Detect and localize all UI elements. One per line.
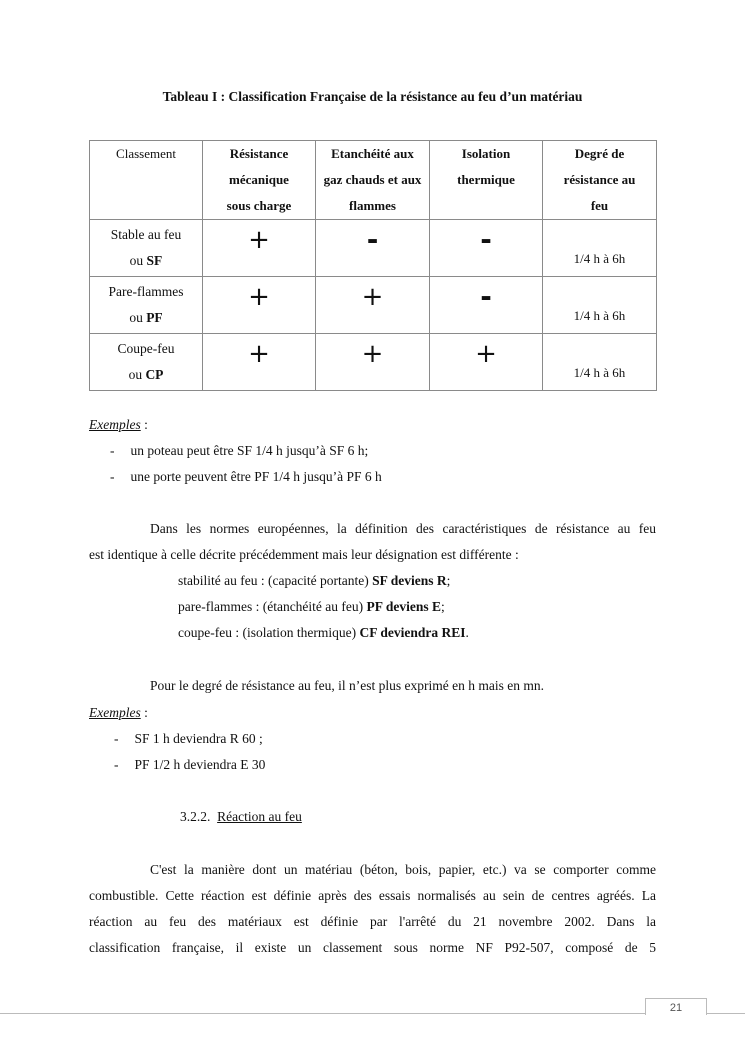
paragraph-line: C'est la manière dont un matériau (béton, bois, papier, etc.) va se comporter comme <box>150 862 656 877</box>
cell-degre: 1/4 h à 6h <box>543 220 657 277</box>
cell-etancheite: + <box>316 277 430 334</box>
table-header-row <box>90 141 657 220</box>
row-label: Pare-flammes ou PF <box>90 277 203 334</box>
cell-etancheite: + <box>316 334 430 391</box>
header-resistance: Résistance mécanique sous charge <box>203 141 316 220</box>
header-etancheite: Etanchéité aux gaz chauds et aux flammes <box>316 141 430 220</box>
row-label: Coupe-feu ou CP <box>90 334 203 391</box>
list-item: - SF 1 h deviendra R 60 ; <box>114 731 263 746</box>
cell-mecanique: + <box>203 220 316 277</box>
section-heading: 3.2.2. Réaction au feu <box>180 809 302 824</box>
list-item: pare-flammes : (étanchéité au feu) PF deviens E; <box>178 599 445 614</box>
cell-mecanique: + <box>203 277 316 334</box>
row-label: Stable au feu ou SF <box>90 220 203 277</box>
cell-isolation: + <box>430 334 543 391</box>
classification-table <box>89 140 657 391</box>
list-item: coupe-feu : (isolation thermique) CF deviendra REI. <box>178 625 469 640</box>
table-caption: Tableau I : Classification Française de la résistance au feu d’un matériau <box>162 89 583 104</box>
list-item: - PF 1/2 h deviendra E 30 <box>114 757 266 772</box>
cell-isolation: - <box>430 220 543 277</box>
table-row <box>90 277 657 334</box>
page-number: 21 <box>645 998 707 1015</box>
footer-rule <box>0 1013 745 1014</box>
table-row <box>90 220 657 277</box>
header-isolation: Isolation thermique <box>430 141 543 220</box>
paragraph-line: est identique à celle décrite précédemment mais leur désignation est différente : <box>89 547 519 562</box>
list-item: stabilité au feu : (capacité portante) SF deviens R; <box>178 573 451 588</box>
paragraph-line: Pour le degré de résistance au feu, il n’est plus exprimé en h mais en mn. <box>150 678 545 693</box>
paragraph-line: réaction au feu des matériaux est définie par l'arrêté du 21 novembre 2002. Dans la <box>89 914 656 929</box>
paragraph-line: classification française, il existe un classement sous norme NF P92-507, composé de 5 <box>89 940 656 955</box>
cell-mecanique: + <box>203 334 316 391</box>
header-classement: Classement <box>90 141 203 220</box>
paragraph-line: combustible. Cette réaction est définie après des essais normalisés au sein de centres agréés. La <box>89 888 656 903</box>
cell-isolation: - <box>430 277 543 334</box>
examples-heading: Exemples : <box>89 705 148 720</box>
header-degre: Degré de résistance au feu <box>543 141 657 220</box>
table-row <box>90 334 657 391</box>
list-item: - un poteau peut être SF 1/4 h jusqu’à SF 6 h; <box>110 443 369 458</box>
examples-heading: Exemples : <box>89 417 148 432</box>
list-item: - une porte peuvent être PF 1/4 h jusqu’à PF 6 h <box>110 469 382 484</box>
paragraph-line: Dans les normes européennes, la définition des caractéristiques de résistance au feu <box>150 521 656 536</box>
cell-degre: 1/4 h à 6h <box>543 277 657 334</box>
cell-etancheite: - <box>316 220 430 277</box>
cell-degre: 1/4 h à 6h <box>543 334 657 391</box>
